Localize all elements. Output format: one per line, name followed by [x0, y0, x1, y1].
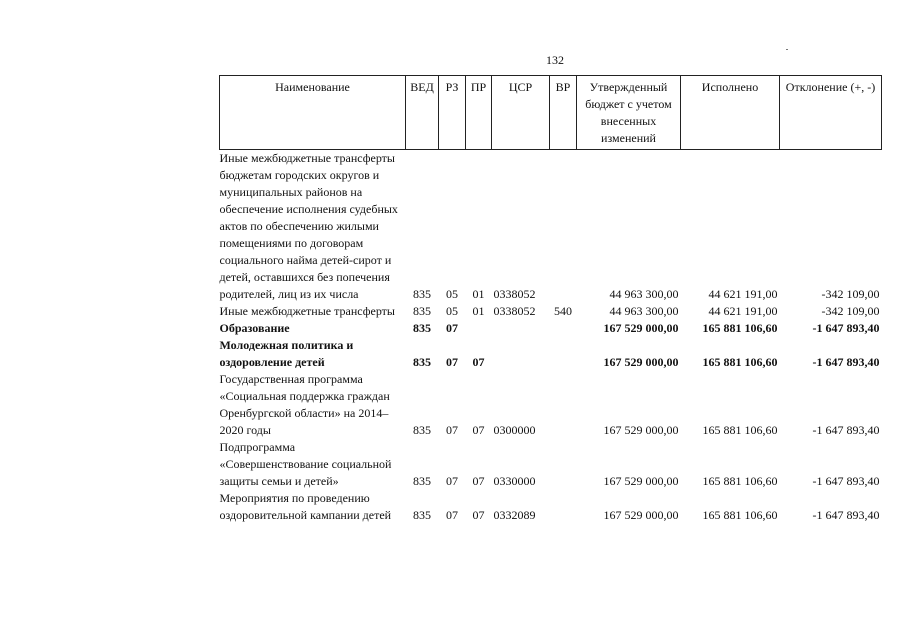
row-name: Подпрограмма «Совершенствование социальной защиты семьи и детей» — [219, 440, 392, 488]
row-rz: 07 — [446, 321, 458, 335]
table-row — [220, 439, 882, 490]
row-pr: 01 — [472, 287, 485, 301]
table-row — [220, 371, 882, 439]
scan-speck — [786, 49, 788, 50]
row-name: Молодежная политика и оздоровление детей — [219, 338, 354, 369]
row-name: Мероприятия по проведению оздоровительной кампании детей — [219, 491, 392, 522]
row-name: Образование — [219, 321, 290, 335]
row-approved: 44 963 300,00 — [609, 304, 679, 318]
row-vr — [550, 150, 577, 304]
table-header-row — [220, 76, 882, 150]
row-csr — [492, 320, 550, 337]
row-approved: 44 963 300,00 — [609, 287, 679, 301]
row-csr: 0338052 — [493, 287, 536, 301]
row-rz: 07 — [446, 508, 458, 522]
row-vr — [550, 371, 577, 439]
row-pr — [466, 320, 492, 337]
header-rz: РЗ — [439, 76, 466, 150]
header-vr: ВР — [550, 76, 577, 150]
row-rz: 05 — [446, 287, 458, 301]
row-executed: 165 881 106,60 — [702, 474, 778, 488]
row-pr: 07 — [472, 474, 485, 488]
header-ved: ВЕД — [406, 76, 439, 150]
row-ved: 835 — [413, 304, 431, 318]
table-row — [220, 337, 882, 371]
header-approved: Утвержденный бюджет с учетом внесенных изменений — [577, 76, 681, 150]
row-rz: 07 — [446, 423, 458, 437]
row-approved: 167 529 000,00 — [603, 423, 679, 437]
row-approved: 167 529 000,00 — [603, 355, 679, 369]
row-deviation: -342 109,00 — [821, 304, 880, 318]
row-vr — [550, 337, 577, 371]
row-executed: 44 621 191,00 — [708, 287, 778, 301]
row-ved: 835 — [413, 287, 431, 301]
row-pr: 01 — [472, 304, 485, 318]
row-ved: 835 — [413, 474, 431, 488]
row-ved: 835 — [413, 423, 431, 437]
row-name: Иные межбюджетные трансферты — [219, 304, 395, 318]
row-executed: 44 621 191,00 — [708, 304, 778, 318]
row-approved: 167 529 000,00 — [603, 508, 679, 522]
header-executed: Исполнено — [681, 76, 780, 150]
row-deviation: -1 647 893,40 — [812, 508, 880, 522]
row-deviation: -1 647 893,40 — [812, 423, 880, 437]
row-approved: 167 529 000,00 — [603, 474, 679, 488]
row-ved: 835 — [413, 321, 431, 335]
row-executed: 165 881 106,60 — [702, 423, 778, 437]
row-approved: 167 529 000,00 — [603, 321, 679, 335]
header-pr: ПР — [466, 76, 492, 150]
header-deviation: Отклонение (+, -) — [780, 76, 882, 150]
row-pr: 07 — [472, 423, 485, 437]
header-csr: ЦСР — [492, 76, 550, 150]
row-csr: 0300000 — [493, 423, 536, 437]
row-vr — [550, 490, 577, 524]
row-deviation: -1 647 893,40 — [812, 474, 880, 488]
row-deviation: -1 647 893,40 — [812, 321, 880, 335]
row-executed: 165 881 106,60 — [702, 321, 778, 335]
budget-table — [219, 75, 882, 524]
row-rz: 05 — [446, 304, 458, 318]
row-name: Государственная программа «Социальная поддержка граждан Оренбургской области» на 2014–2020 годы — [219, 372, 390, 437]
row-vr — [550, 320, 577, 337]
row-rz: 07 — [446, 474, 458, 488]
table-row — [220, 150, 882, 304]
row-csr: 0330000 — [493, 474, 536, 488]
row-pr: 07 — [472, 355, 485, 369]
table-row — [220, 303, 882, 320]
row-ved: 835 — [413, 355, 431, 369]
row-vr: 540 — [554, 304, 572, 318]
row-executed: 165 881 106,60 — [702, 508, 778, 522]
row-deviation: -342 109,00 — [821, 287, 880, 301]
table-row — [220, 490, 882, 524]
row-pr: 07 — [472, 508, 485, 522]
row-ved: 835 — [413, 508, 431, 522]
row-deviation: -1 647 893,40 — [812, 355, 880, 369]
row-name: Иные межбюджетные трансферты бюджетам городских округов и муниципальных районов на обеспечение исполнения судебных актов по обеспечению жилыми помещениями по договорам социального найма детей-сирот и детей, оставшихся без попечения родителей, лиц из их числа — [219, 151, 398, 301]
row-csr: 0338052 — [493, 304, 536, 318]
header-name: Наименование — [220, 76, 406, 150]
row-executed: 165 881 106,60 — [702, 355, 778, 369]
row-vr — [550, 439, 577, 490]
row-csr — [492, 337, 550, 371]
table-row — [220, 320, 882, 337]
row-csr: 0332089 — [493, 508, 536, 522]
page-number: 132 — [546, 53, 564, 67]
row-rz: 07 — [446, 355, 458, 369]
